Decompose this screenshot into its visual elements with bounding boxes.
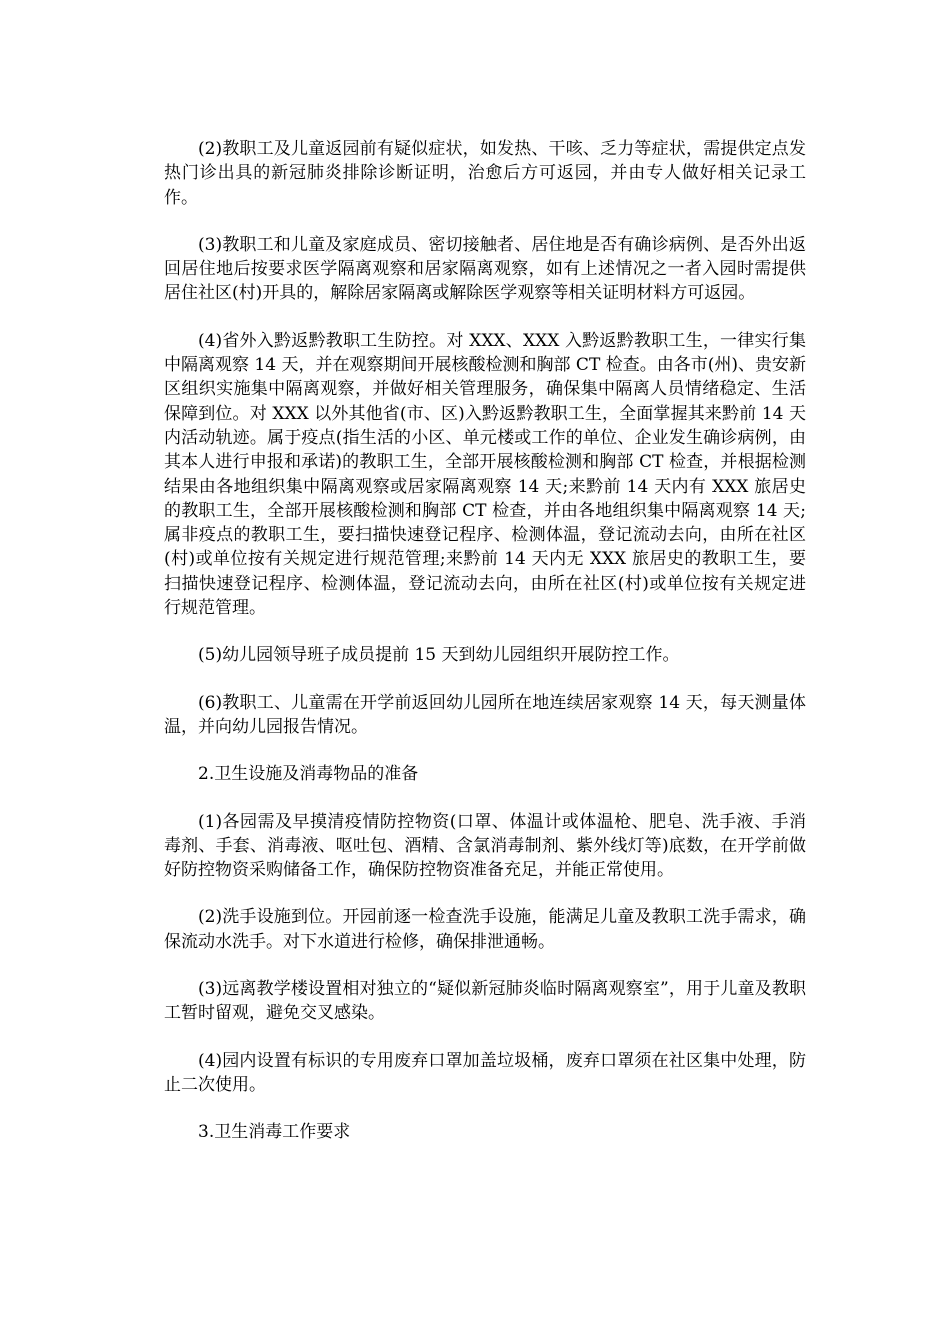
paragraph-family-contacts: (3)教职工和儿童及家庭成员、密切接触者、居住地是否有确诊病例、是否外出返回居住地后按要求医学隔离观察和居家隔离观察，如有上述情况之一者入园时需提供居住社区(村)开具的，解除居家隔离或解除医学观察等相关证明材料方可返园。 (164, 234, 806, 304)
paragraph-isolation-room: (3)远离教学楼设置相对独立的“疑似新冠肺炎临时隔离观察室”，用于儿童及教职工暂时留观，避免交叉感染。 (164, 979, 806, 1024)
paragraph-mask-bins: (4)园内设置有标识的专用废弃口罩加盖垃圾桶，废弃口罩须在社区集中处理，防止二次使用。 (164, 1050, 806, 1095)
section-heading-disinfection: 3.卫生消毒工作要求 (198, 1122, 351, 1143)
paragraph-return-symptoms: (2)教职工及儿童返园前有疑似症状，如发热、干咳、乏力等症状，需提供定点发热门诊出具的新冠肺炎排除诊断证明，治愈后方可返园，并由专人做好相关记录工作。 (164, 139, 806, 208)
document-body (164, 137, 806, 1168)
paragraph-out-of-province: (4)省外入黔返黔教职工生防控。对 XXX、XXX 入黔返黔教职工生，一律实行集中隔离观察 14 天，并在观察期间开展核酸检测和胸部 CT 检查。由各市(州)、贵安新区组织实施集中隔离观察，并做好相关管理服务，确保集中隔离人员情绪稳定、生活保障到位。对 XXX 以外其他省(市、区)入黔返黔教职工生，全面掌握其来黔前 14 天内活动轨迹。属于疫点(指生活的小区、单元楼或工作的单位、企业发生确诊病例，由其本人进行申报和承诺)的教职工生，全部开展核酸检测和胸部 CT 检查，并根据检测结果由各地组织集中隔离观察或居家隔离观察 14 天;来黔前 14 天内有 XXX 旅居史的教职工生，全部开展核酸检测和胸部 CT 检查，并由各地组织集中隔离观察 14 天;属非疫点的教职工生，要扫描快速登记程序、检测体温，登记流动去向，由所在社区(村)或单位按有关规定进行规范管理;来黔前 14 天内无 XXX 旅居史的教职工生，要扫描快速登记程序、检测体温，登记流动去向，由所在社区(村)或单位按有关规定进行规范管理。 (164, 330, 806, 619)
paragraph-leadership: (5)幼儿园领导班子成员提前 15 天到幼儿园组织开展防控工作。 (198, 645, 680, 666)
section-heading-facilities: 2.卫生设施及消毒物品的准备 (198, 764, 419, 785)
paragraph-supplies: (1)各园需及早摸清疫情防控物资(口罩、体温计或体温枪、肥皂、洗手液、手消毒剂、手套、消毒液、呕吐包、酒精、含氯消毒制剂、紫外线灯等)底数，在开学前做好防控物资采购储备工作，确保防控物资准备充足，并能正常使用。 (164, 811, 806, 881)
paragraph-home-observation: (6)教职工、儿童需在开学前返回幼儿园所在地连续居家观察 14 天，每天测量体温，并向幼儿园报告情况。 (164, 692, 806, 737)
paragraph-handwashing: (2)洗手设施到位。开园前逐一检查洗手设施，能满足儿童及教职工洗手需求，确保流动水洗手。对下水道进行检修，确保排泄通畅。 (164, 907, 806, 952)
